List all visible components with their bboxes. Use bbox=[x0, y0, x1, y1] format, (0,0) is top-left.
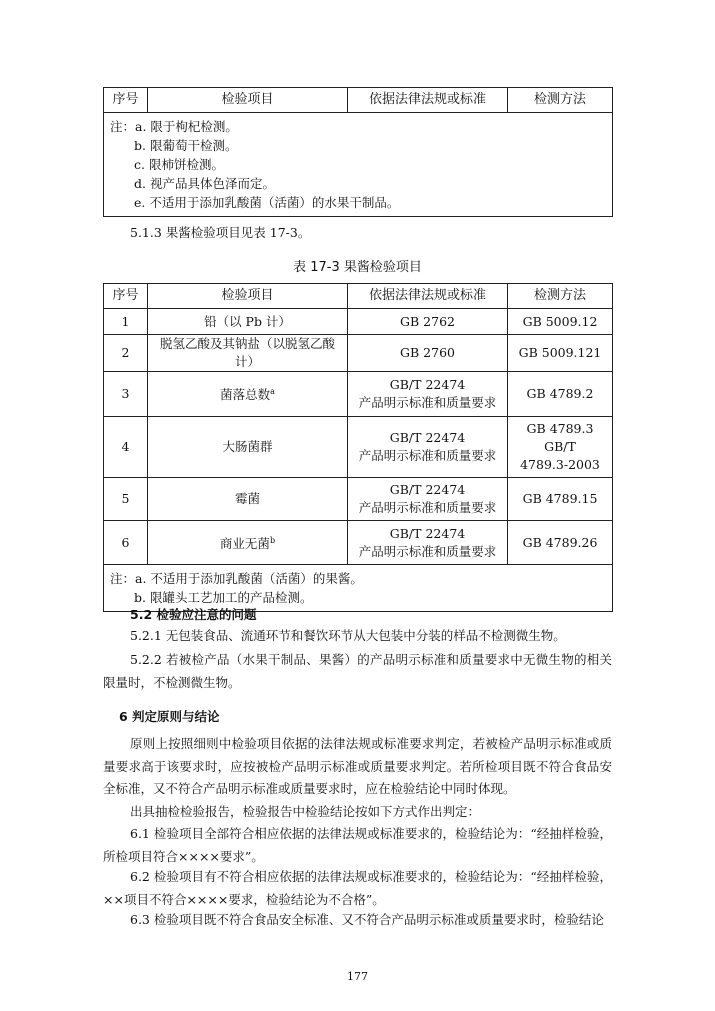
standard-line: GB/T 22474 bbox=[389, 430, 466, 445]
col-header-standard: 依据法律法规或标准 bbox=[348, 88, 508, 113]
paragraph-5-2-1: 5.2.1 无包装食品、流通环节和餐饮环节从大包装中分装的样品不检测微生物。 bbox=[130, 628, 566, 643]
cell-item bbox=[148, 372, 348, 417]
note-line: d. 视产品具体色泽而定。 bbox=[134, 176, 275, 191]
cell-item bbox=[148, 309, 348, 335]
item-text: 铅（以 Pb 计） bbox=[204, 313, 291, 329]
cell-item bbox=[148, 335, 348, 372]
paragraph-6-3: 6.3 检验项目既不符合食品安全标准、又不符合产品明示标准或质量要求时，检验结论 bbox=[130, 912, 604, 927]
paragraph-6-report: 出具抽检检验报告，检验报告中检验结论按如下方式作出判定： bbox=[130, 804, 481, 819]
cell-item bbox=[148, 478, 348, 521]
cell-no: 5 bbox=[104, 478, 148, 521]
col-header-method: 检测方法 bbox=[508, 88, 613, 113]
cell-method bbox=[508, 417, 613, 478]
paragraph-6-1: 6.1 检验项目全部符合相应依据的法律法规或标准要求的，检验结论为：“经抽样检验，所检项目符合××××要求”。 bbox=[103, 826, 612, 864]
note-line: e. 不适用于添加乳酸菌（活菌）的水果干制品。 bbox=[134, 195, 400, 210]
cell-standard bbox=[348, 335, 508, 372]
col-header-item: 检验项目 bbox=[148, 284, 348, 309]
method-line: 4789.3-2003 bbox=[520, 457, 600, 472]
note-line: b. 限葡萄干检测。 bbox=[134, 138, 238, 153]
paragraph-5-2-2: 5.2.2 若被检产品（水果干制品、果酱）的产品明示标准和质量要求中无微生物的相关限量时，不检测微生物。 bbox=[103, 652, 612, 690]
standard-line: GB/T 22474 bbox=[389, 482, 466, 497]
paragraph-6-intro: 原则上按照细则中检验项目依据的法律法规或标准要求判定，若被检产品明示标准或质量要求高于该要求时，应按被检产品明示标准或质量要求判定。若所检项目既不符合食品安全标准，又不符合产品明示标准或质量要求时，应在检验结论中同时体现。 bbox=[103, 736, 612, 796]
cell-standard bbox=[348, 309, 508, 335]
note-line: 注：a. 不适用于添加乳酸菌（活菌）的果酱。 bbox=[110, 571, 363, 586]
col-header-method: 检测方法 bbox=[508, 284, 613, 309]
note-line: 注：a. 限于枸杞检测。 bbox=[110, 119, 238, 134]
cell-standard bbox=[348, 417, 508, 478]
standard-line: 产品明示标准和质量要求 bbox=[358, 448, 497, 463]
method-line: GB 4789.26 bbox=[522, 534, 598, 550]
cell-item bbox=[148, 417, 348, 478]
cell-no: 2 bbox=[104, 335, 148, 372]
method-line: GB 5009.12 bbox=[522, 313, 598, 329]
cell-method bbox=[508, 478, 613, 521]
note-line: c. 限柿饼检测。 bbox=[134, 157, 224, 172]
standard-line: GB 2762 bbox=[400, 313, 455, 329]
method-line: GB/T bbox=[544, 439, 576, 454]
standard-line: 产品明示标准和质量要求 bbox=[358, 500, 497, 515]
cell-standard bbox=[348, 372, 508, 417]
standard-line: GB/T 22474 bbox=[389, 525, 466, 541]
col-header-standard: 依据法律法规或标准 bbox=[348, 284, 508, 309]
cell-standard bbox=[348, 521, 508, 565]
table-row bbox=[104, 478, 613, 521]
standard-line: GB 2760 bbox=[400, 345, 455, 360]
col-header-item: 检验项目 bbox=[148, 88, 348, 113]
cell-no: 4 bbox=[104, 417, 148, 478]
cell-method bbox=[508, 521, 613, 565]
cell-method bbox=[508, 335, 613, 372]
table-continuation bbox=[103, 87, 613, 217]
section-heading-6: 6 判定原则与结论 bbox=[119, 709, 220, 724]
paragraph-6-2: 6.2 检验项目有不符合相应依据的法律法规或标准要求的，检验结论为：“经抽样检验，××项目不符合××××要求，检验结论为不合格”。 bbox=[103, 869, 612, 907]
note-line: b. 限罐头工艺加工的产品检测。 bbox=[134, 590, 313, 605]
standard-line: 产品明示标准和质量要求 bbox=[358, 395, 497, 410]
cell-standard bbox=[348, 478, 508, 521]
cell-item bbox=[148, 521, 348, 565]
table-row bbox=[104, 417, 613, 478]
item-text: 菌落总数 bbox=[220, 387, 271, 403]
table-row bbox=[104, 372, 613, 417]
method-line: GB 5009.121 bbox=[518, 345, 602, 360]
item-text: 商业无菌 bbox=[219, 536, 270, 552]
table-row bbox=[104, 309, 613, 335]
table-jam-inspection bbox=[103, 283, 613, 612]
cell-no: 3 bbox=[104, 372, 148, 417]
method-line: GB 4789.2 bbox=[526, 386, 594, 401]
page-number: 177 bbox=[347, 970, 368, 983]
table-notes bbox=[104, 113, 613, 217]
table-row bbox=[104, 521, 613, 565]
standard-line: 产品明示标准和质量要求 bbox=[358, 543, 497, 559]
cell-no: 1 bbox=[104, 309, 148, 335]
method-line: GB 4789.15 bbox=[522, 491, 598, 506]
footnote-marker: b bbox=[269, 535, 276, 545]
item-text: 大肠菌群 bbox=[222, 439, 273, 454]
table-row bbox=[104, 335, 613, 372]
cell-no: 6 bbox=[104, 521, 148, 565]
table-caption: 表 17-3 果酱检验项目 bbox=[293, 260, 422, 275]
method-line: GB 4789.3 bbox=[526, 421, 594, 436]
standard-line: GB/T 22474 bbox=[389, 377, 466, 392]
col-header-no: 序号 bbox=[104, 284, 148, 309]
cell-method bbox=[508, 372, 613, 417]
item-text: 霉菌 bbox=[234, 491, 260, 506]
col-header-no: 序号 bbox=[104, 88, 148, 113]
cell-method bbox=[508, 309, 613, 335]
section-heading-5-2: 5.2 检验应注意的问题 bbox=[130, 607, 257, 622]
paragraph-5-1-3: 5.1.3 果酱检验项目见表 17-3。 bbox=[130, 225, 311, 240]
footnote-marker: a bbox=[270, 387, 275, 397]
item-text: 脱氢乙酸及其钠盐（以脱氢乙酸计） bbox=[159, 336, 335, 369]
